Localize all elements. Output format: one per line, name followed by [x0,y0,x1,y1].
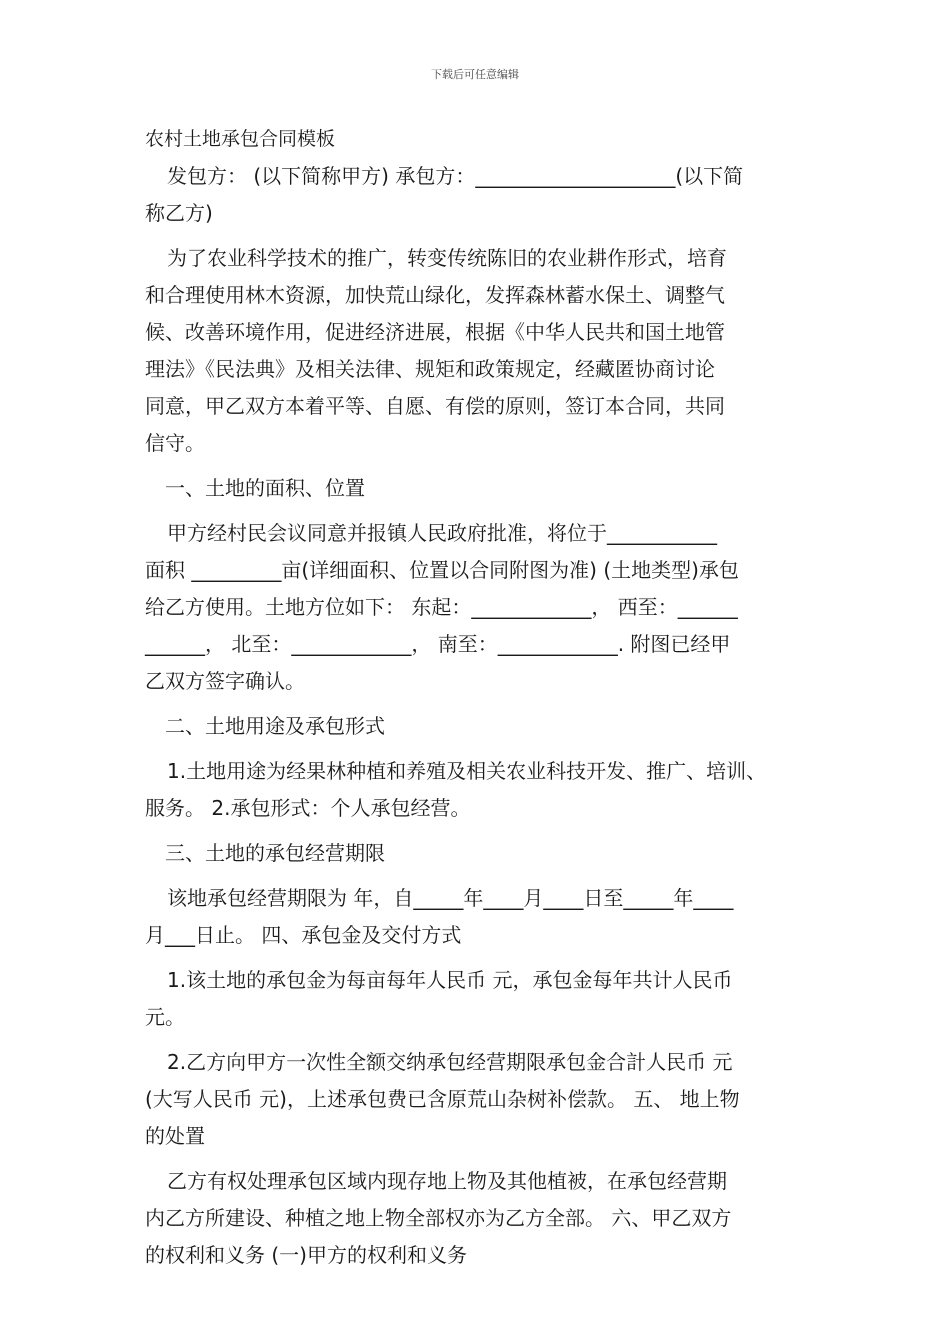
document-line: 2.乙方向甲方一次性全额交纳承包经营期限承包金合計人民币 元 [167,1050,733,1074]
document-line: 该地承包经营期限为 年，自_____年____月____日至_____年____ [167,886,734,910]
document-line: 三、土地的承包经营期限 [165,841,385,865]
document-line: 服务。 2.承包形式：个人承包经营。 [145,796,471,820]
document-lines [145,158,815,1274]
document-line: 候、改善环境作用，促进经济进展，根据《中华人民共和国土地管 [145,320,725,344]
document-line: 给乙方使用。土地方位如下： 东起：____________， 西至：______ [145,595,738,619]
paragraph-gap [145,462,815,470]
paragraph-gap [145,872,815,880]
document-line: 为了农业科学技术的推广，转变传统陈旧的农业耕作形式，培育 [167,246,727,270]
document-line: 内乙方所建设、种植之地上物全部权亦为乙方全部。 六、甲乙双方 [145,1206,732,1230]
page-header: 下载后可任意编辑 [431,68,519,81]
document-line: 元。 [145,1005,185,1029]
document-line: 1.该土地的承包金为每亩每年人民币 元，承包金每年共计人民币 [167,968,733,992]
paragraph-gap [145,827,815,835]
document-line: 面积 _________亩(详细面积、位置以合同附图为准) (土地类型)承包 [145,558,739,582]
paragraph-gap [145,700,815,708]
document-line: 和合理使用林木资源，加快荒山绿化，发挥森林蓄水保土、调整气 [145,283,725,307]
paragraph-gap [145,507,815,515]
document-body [145,121,815,1274]
paragraph-gap [145,232,815,240]
document-line: 乙方有权处理承包区域内现存地上物及其他植被，在承包经营期 [167,1169,727,1193]
document-line: 信守。 [145,431,205,455]
document-line: 同意，甲乙双方本着平等、自愿、有偿的原则，签订本合同，共同 [145,394,725,418]
paragraph-gap [145,1155,815,1163]
document-line: (大写人民币 元)，上述承包费已含原荒山杂树补偿款。 五、 地上物 [145,1087,740,1111]
paragraph-gap [145,745,815,753]
document-line: 甲方经村民会议同意并报镇人民政府批准，将位于___________ [167,521,717,545]
paragraph-gap [145,954,815,962]
document-line: 月___日止。 四、承包金及交付方式 [145,923,462,947]
paragraph-gap [145,1036,815,1044]
document-line: 一、土地的面积、位置 [165,476,365,500]
document-line: 的权利和义务 (一)甲方的权利和义务 [145,1243,467,1267]
document-line: 乙双方签字确认。 [145,669,305,693]
document-line: 发包方： (以下简称甲方) 承包方：____________________(以下简 [167,164,744,188]
document-title: 农村土地承包合同模板 [145,128,336,150]
document-line: 二、土地用途及承包形式 [165,714,385,738]
document-line: ______， 北至：____________， 南至：____________. 附图已经甲 [145,632,731,656]
document-line: 的处置 [145,1124,205,1148]
document-line: 理法》《民法典》及相关法律、规矩和政策规定，经藏匿协商讨论 [145,357,715,381]
document-line: 称乙方) [145,201,213,225]
document-line: 1.土地用途为经果林种植和养殖及相关农业科技开发、推广、培训、 [167,759,767,783]
